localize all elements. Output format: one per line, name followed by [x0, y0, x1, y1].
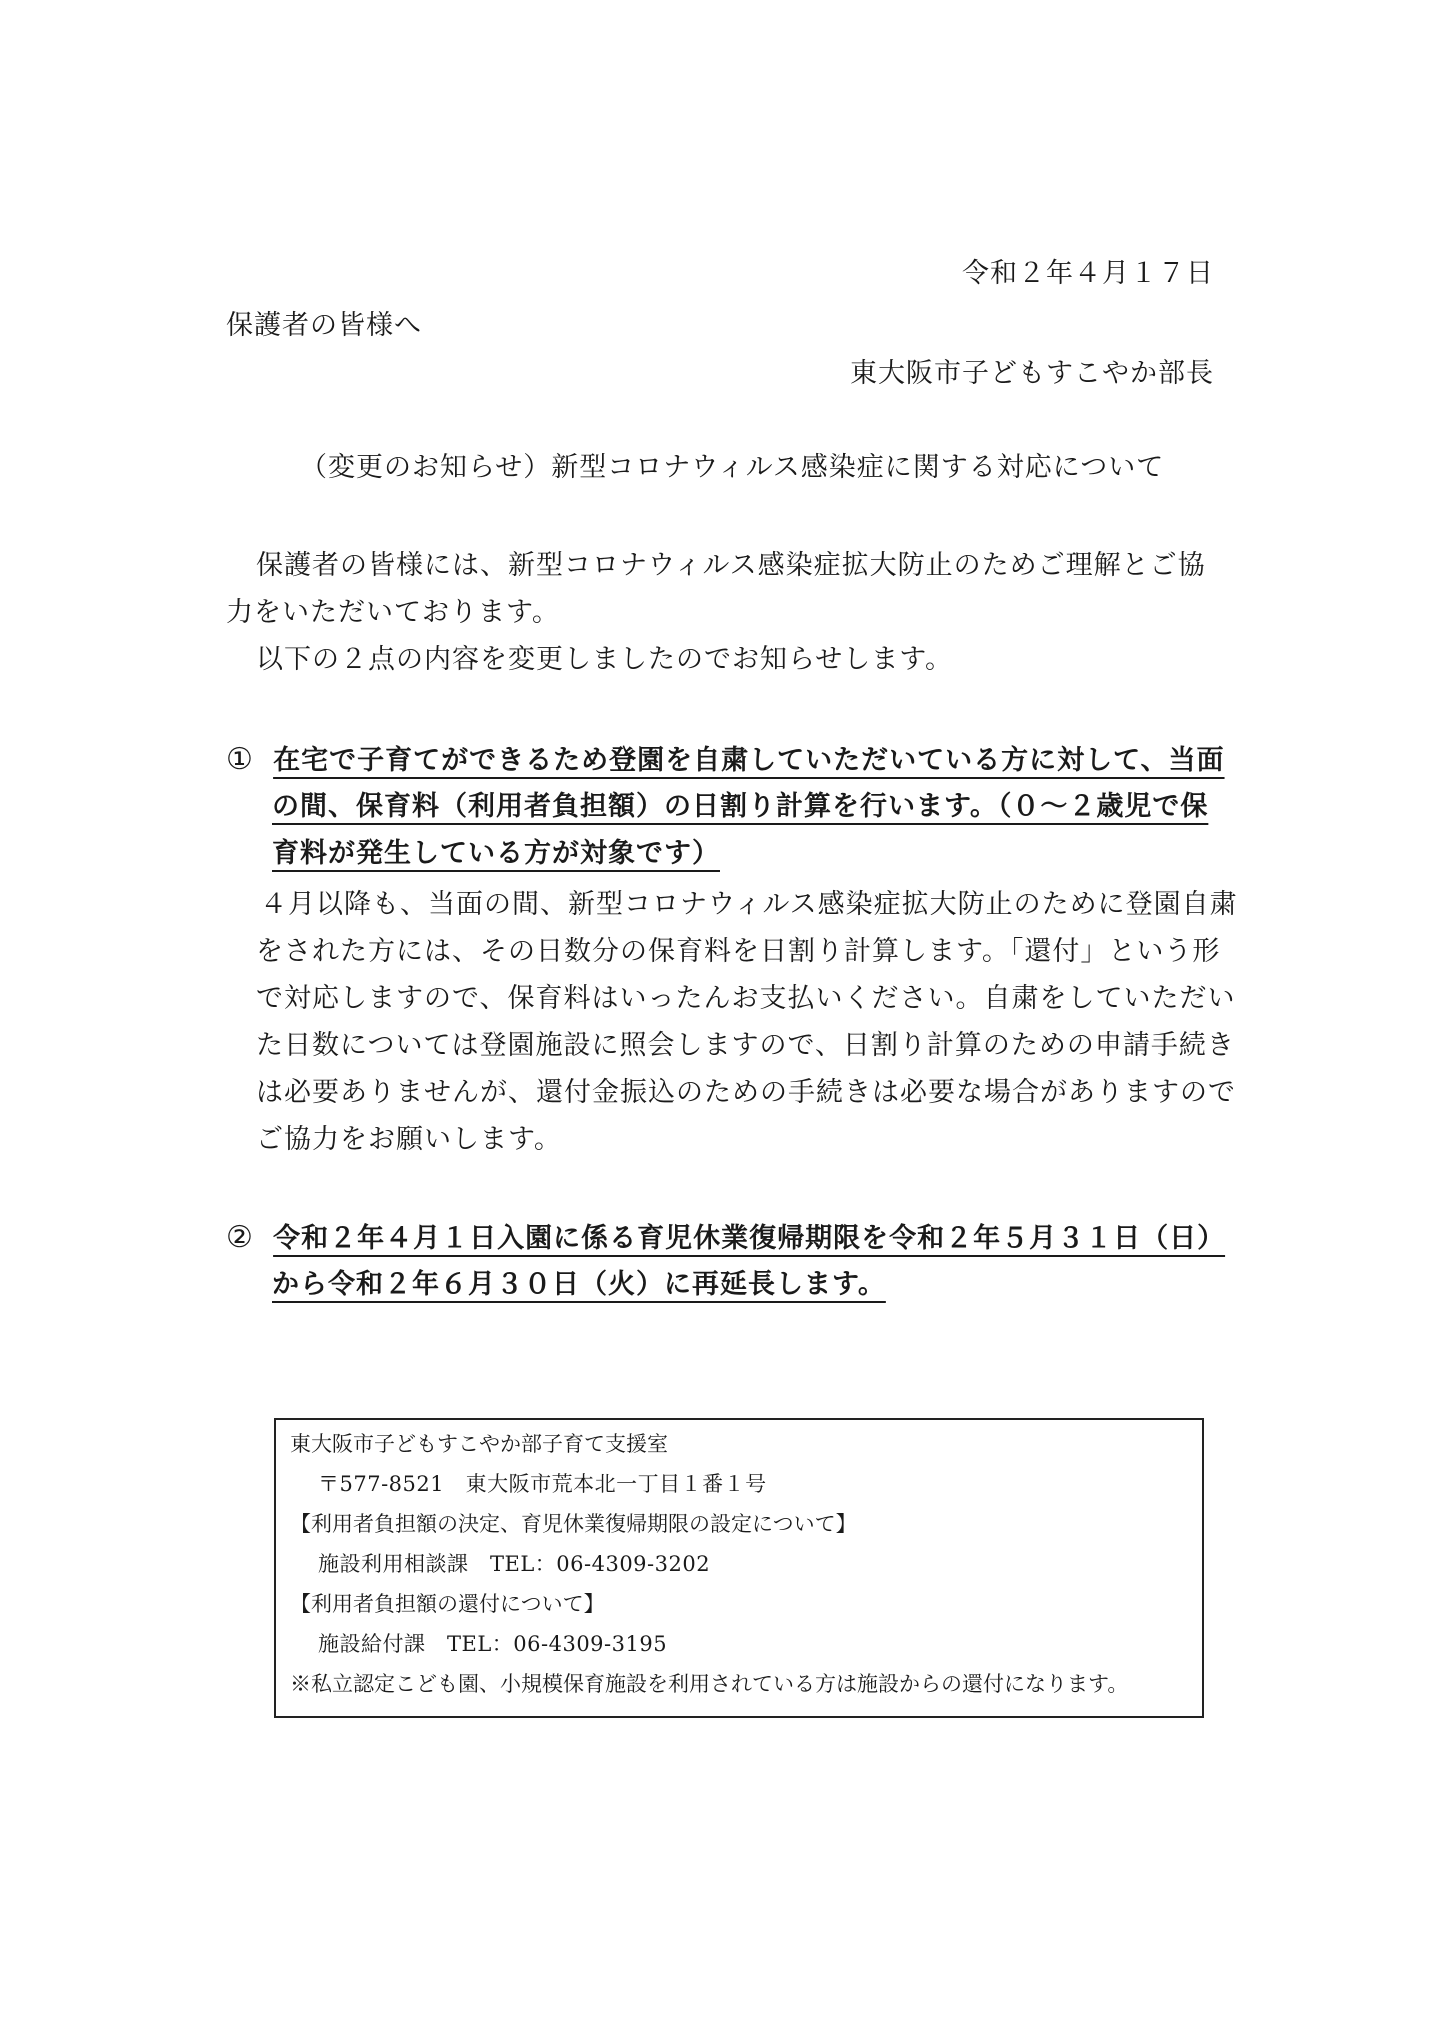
item-1-body-line: で対応しますので、保育料はいったんお支払いください。自粛をしていただい: [256, 983, 1236, 1014]
item-1-heading-line: の間、保育料（利用者負担額）の日割り計算を行います。（０～２歳児で保: [272, 791, 1209, 822]
item-1-heading-line: 育料が発生している方が対象です）: [272, 838, 720, 869]
sender: 東大阪市子どもすこやか部長: [850, 358, 1214, 389]
contact-address: 〒577-8521 東大阪市荒本北一丁目１番１号: [318, 1472, 767, 1496]
contact-office: 東大阪市子どもすこやか部子育て支援室: [290, 1432, 668, 1456]
item-2: [226, 1218, 1225, 1312]
intro-line: 以下の２点の内容を変更しましたのでお知らせします。: [256, 644, 954, 675]
item-1-body-line: ご協力をお願いします。: [256, 1124, 562, 1155]
item-2-heading-line: から令和２年６月３０日（火）に再延長します。: [272, 1269, 886, 1300]
item-1-body: [256, 885, 1238, 1167]
intro-line: 力をいただいております。: [226, 597, 560, 628]
item-1-body-line: は必要ありませんが、還付金振込のための手続きは必要な場合がありますので: [256, 1077, 1236, 1108]
item-1: [226, 740, 1225, 881]
intro-line: 保護者の皆様には、新型コロナウィルス感染症拡大防止のためご理解とご協: [256, 550, 1206, 581]
contact-topic-1: 【利用者負担額の決定、育児休業復帰期限の設定について】: [290, 1512, 857, 1536]
item-2-heading-line: 令和２年４月１日入園に係る育児休業復帰期限を令和２年５月３１日（日）: [273, 1223, 1226, 1254]
item-1-body-line: ４月以降も、当面の間、新型コロナウィルス感染症拡大防止のために登園自粛: [260, 889, 1238, 920]
addressee: 保護者の皆様へ: [226, 310, 422, 341]
contact-box: [274, 1418, 1204, 1718]
document-title: （変更のお知らせ）新型コロナウィルス感染症に関する対応について: [300, 452, 1165, 483]
item-2-number: ②: [226, 1220, 254, 1255]
contact-dept-2: 施設給付課 TEL：06-4309-3195: [318, 1632, 668, 1656]
item-1-number: ①: [226, 742, 254, 777]
intro-paragraph: [226, 546, 1226, 687]
contact-note: ※私立認定こども園、小規模保育施設を利用されている方は施設からの還付になります。: [290, 1672, 1129, 1696]
document-date: 令和２年４月１７日: [962, 258, 1214, 289]
contact-dept-1: 施設利用相談課 TEL：06-4309-3202: [318, 1552, 711, 1576]
contact-topic-2: 【利用者負担額の還付について】: [290, 1592, 605, 1616]
item-1-heading-line: 在宅で子育てができるため登園を自粛していただいている方に対して、当面: [273, 745, 1225, 776]
item-1-body-line: をされた方には、その日数分の保育料を日割り計算します。「還付」という形: [256, 936, 1221, 967]
item-1-body-line: た日数については登園施設に照会しますので、日割り計算のための申請手続き: [256, 1030, 1235, 1061]
